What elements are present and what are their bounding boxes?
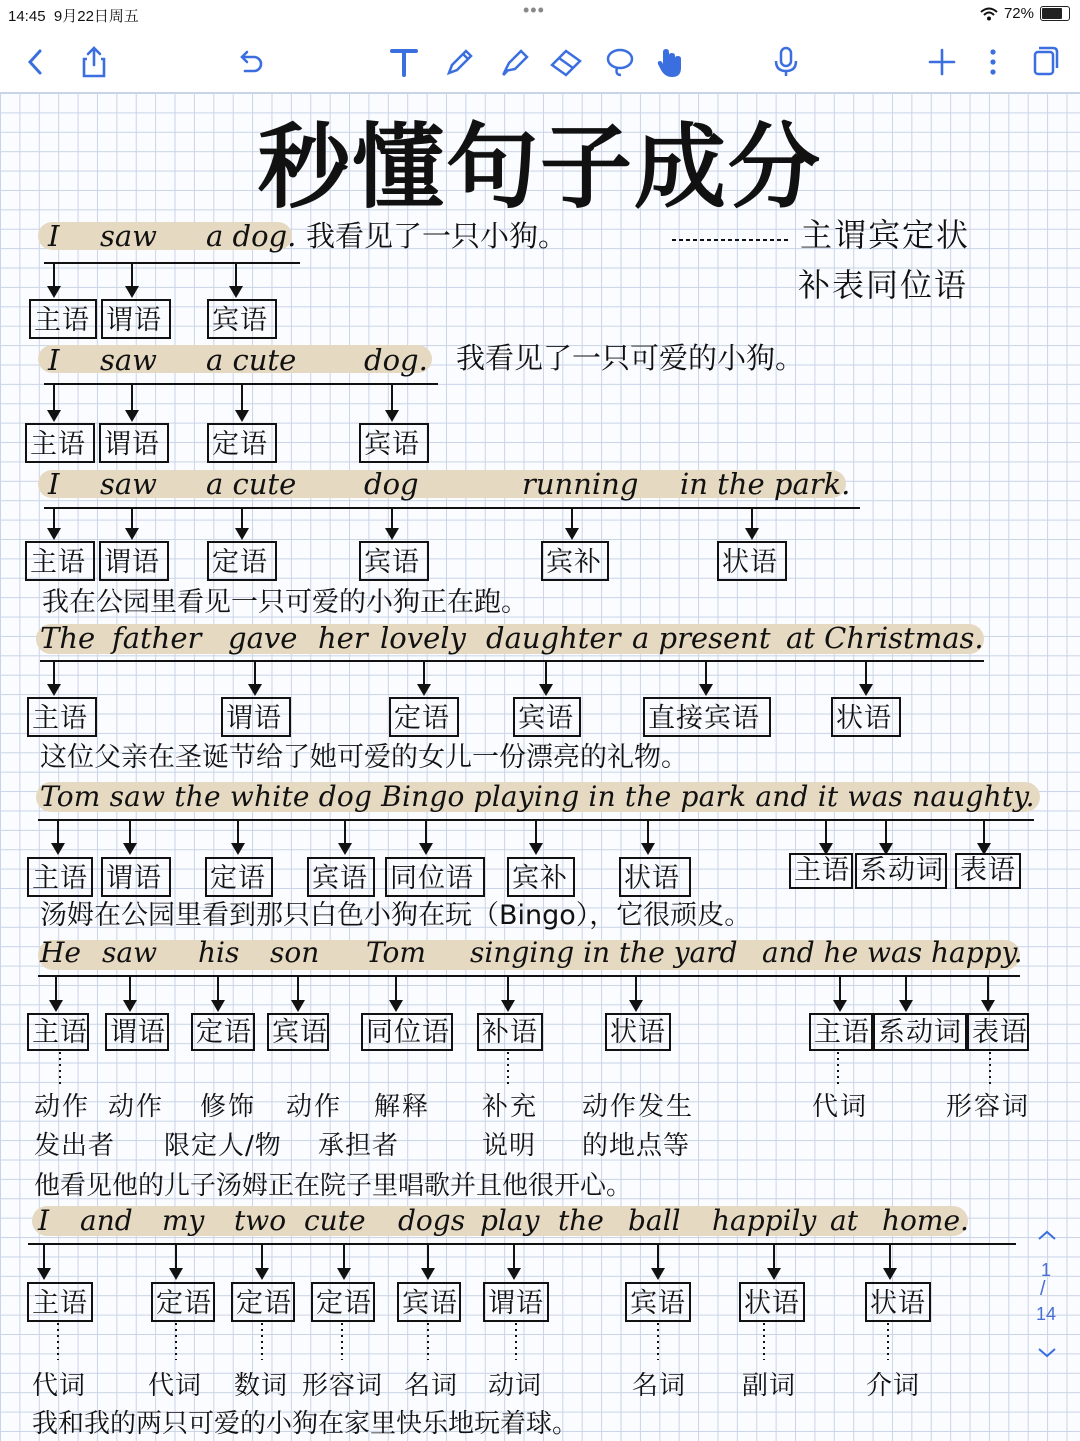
- note-text: 动作: [108, 1092, 165, 1122]
- arrow-head: [47, 286, 61, 298]
- english-word: The: [40, 621, 96, 655]
- arrow-head: [385, 528, 399, 540]
- english-word: a dog.: [206, 219, 297, 253]
- label-text: 谓语: [110, 1017, 166, 1048]
- arrow-head: [125, 410, 139, 422]
- label-text: 状语: [610, 1017, 666, 1048]
- arrow-head: [255, 1268, 269, 1280]
- arrow-head: [47, 410, 61, 422]
- english-word: cute: [304, 1204, 366, 1237]
- english-word: home.: [882, 1204, 969, 1237]
- note-text: 解释: [374, 1092, 431, 1122]
- label-text: 状语: [722, 547, 778, 578]
- label-text: 定语: [236, 1288, 292, 1319]
- english-word: at: [830, 1204, 858, 1237]
- arrow-head: [651, 1268, 665, 1280]
- label-text: 谓语: [488, 1288, 544, 1319]
- chevron-down-icon[interactable]: [1036, 1346, 1058, 1360]
- english-word: He: [40, 936, 81, 969]
- arrow-head: [419, 843, 433, 855]
- label-text: 直接宾语: [648, 703, 760, 734]
- label-text: 宾语: [518, 703, 574, 734]
- note-text: 限定人/物: [164, 1131, 282, 1161]
- label-text: 同位语: [366, 1017, 450, 1048]
- legend-line-1: 主谓宾定状: [800, 216, 971, 254]
- arrow-head: [37, 1268, 51, 1280]
- arrow-head: [337, 1268, 351, 1280]
- battery-percent: 72%: [1003, 5, 1034, 22]
- arrow-head: [47, 684, 61, 696]
- arrow-head: [231, 843, 245, 855]
- arrow-head: [507, 1268, 521, 1280]
- arrow-head: [291, 1000, 305, 1012]
- note-text: 修饰: [200, 1092, 257, 1122]
- label-text: 定语: [212, 547, 268, 578]
- english-word: dog.: [364, 343, 428, 377]
- english-word: and he was happy.: [762, 936, 1023, 969]
- chinese-translation: 汤姆在公园里看到那只白色小狗在玩（Bingo），它很顽皮。: [40, 900, 752, 931]
- english-word: I: [48, 219, 60, 253]
- arrow-head: [49, 1000, 63, 1012]
- note-text: 代词: [812, 1092, 869, 1122]
- note-text: 形容词: [302, 1371, 384, 1401]
- arrow-head: [565, 528, 579, 540]
- label-text: 宾补: [512, 863, 568, 894]
- arrow-head: [123, 1000, 137, 1012]
- english-word: happily: [712, 1204, 817, 1237]
- arrow-head: [211, 1000, 225, 1012]
- label-text: 状语: [870, 1288, 926, 1319]
- note-text: 发出者: [34, 1131, 116, 1161]
- arrow-head: [125, 286, 139, 298]
- note-text: 补充: [482, 1092, 539, 1122]
- english-word: dogs: [398, 1204, 466, 1237]
- english-word: singing in the yard: [470, 936, 738, 969]
- legend-line-2: 补表同位语: [798, 266, 969, 304]
- english-word: his: [198, 936, 240, 969]
- label-text: 谓语: [226, 703, 282, 734]
- label-text: 表语: [972, 1017, 1028, 1048]
- english-word: Tom: [366, 936, 426, 969]
- arrow-head: [417, 684, 431, 696]
- chevron-up-icon[interactable]: [1036, 1228, 1058, 1242]
- english-word: saw: [100, 467, 157, 501]
- arrow-head: [899, 1000, 913, 1012]
- english-word: father: [112, 621, 202, 655]
- label-text: 谓语: [104, 429, 160, 460]
- note-text: 形容词: [946, 1092, 1031, 1122]
- arrow-head: [338, 843, 352, 855]
- arrow-head: [235, 528, 249, 540]
- arrow-head: [767, 1268, 781, 1280]
- arrow-head: [125, 528, 139, 540]
- note-text: 动词: [488, 1371, 543, 1401]
- status-time: 14:45 9月22日周五: [8, 8, 139, 25]
- label-text: 主语: [32, 1017, 88, 1048]
- english-word: two: [234, 1204, 287, 1237]
- label-text: 定语: [156, 1288, 212, 1319]
- english-word: I: [48, 467, 60, 501]
- page-title: 秒懂句子成分: [257, 114, 822, 221]
- label-text: 谓语: [106, 305, 162, 336]
- label-text: 定语: [212, 429, 268, 460]
- arrow-head: [501, 1000, 515, 1012]
- arrow-head: [248, 684, 262, 696]
- english-word: ball: [628, 1204, 681, 1237]
- note-text: 介词: [866, 1371, 921, 1401]
- english-word: a cute: [206, 467, 297, 501]
- english-word: saw: [102, 936, 158, 969]
- label-text: 宾语: [630, 1288, 686, 1319]
- label-text: 主语: [32, 703, 88, 734]
- label-text: 宾补: [546, 547, 602, 578]
- label-text: 状语: [624, 863, 680, 894]
- chinese-translation: 我和我的两只可爱的小狗在家里快乐地玩着球。: [32, 1409, 579, 1439]
- note-text: 副词: [742, 1371, 797, 1401]
- label-text: 系动词: [878, 1017, 962, 1048]
- label-text: 宾语: [212, 305, 268, 336]
- chinese-translation: 这位父亲在圣诞节给了她可爱的女儿一份漂亮的礼物。: [40, 742, 688, 773]
- english-word: play: [480, 1204, 540, 1237]
- arrow-head: [385, 410, 399, 422]
- english-word: running: [522, 467, 639, 501]
- label-text: 主语: [30, 547, 86, 578]
- note-text: 动作发生: [582, 1092, 695, 1122]
- label-text: 主语: [794, 855, 850, 886]
- note-text: 说明: [482, 1131, 537, 1161]
- note-text: 的地点等: [582, 1131, 691, 1161]
- english-sentence: Tom saw the white dog Bingo playing in the park and it was naughty.: [40, 780, 1035, 813]
- arrow-head: [859, 684, 873, 696]
- label-text: 定语: [394, 703, 450, 734]
- english-word: and: [80, 1204, 133, 1237]
- english-word: saw: [100, 343, 157, 377]
- english-word: gave: [228, 621, 298, 655]
- arrow-head: [51, 843, 65, 855]
- english-word: at Christmas.: [786, 621, 984, 655]
- english-word: lovely: [380, 621, 466, 655]
- note-text: 代词: [32, 1371, 87, 1401]
- english-word: son: [270, 936, 320, 969]
- chinese-translation: 他看见他的儿子汤姆正在院子里唱歌并且他很开心。: [34, 1171, 633, 1201]
- chinese-translation: 我看见了一只小狗。: [306, 219, 568, 253]
- english-word: saw: [100, 219, 157, 253]
- arrow-head: [539, 684, 553, 696]
- note-text: 承担者: [318, 1131, 400, 1161]
- arrow-head: [169, 1268, 183, 1280]
- arrow-head: [833, 1000, 847, 1012]
- page-separator: /: [1040, 1278, 1046, 1300]
- label-text: 宾语: [364, 547, 420, 578]
- arrow-head: [235, 410, 249, 422]
- arrow-head: [699, 684, 713, 696]
- page-current: 1: [1041, 1260, 1052, 1280]
- label-text: 谓语: [104, 547, 160, 578]
- label-text: 补语: [482, 1017, 538, 1048]
- label-text: 宾语: [272, 1017, 328, 1048]
- page-indicator[interactable]: [1026, 1220, 1066, 1370]
- label-text: 主语: [32, 863, 88, 894]
- arrow-head: [47, 528, 61, 540]
- arrow-head: [529, 843, 543, 855]
- label-text: 定语: [210, 863, 266, 894]
- arrow-head: [229, 286, 243, 298]
- arrow-head: [883, 1268, 897, 1280]
- english-word: a present: [632, 621, 771, 655]
- arrow-head: [389, 1000, 403, 1012]
- arrow-head: [745, 528, 759, 540]
- label-text: 表语: [960, 855, 1016, 886]
- english-word: my: [162, 1204, 205, 1237]
- arrow-head: [641, 843, 655, 855]
- label-text: 状语: [836, 703, 892, 734]
- label-text: 定语: [316, 1288, 372, 1319]
- page-total: 14: [1036, 1304, 1057, 1324]
- english-word: I: [48, 343, 60, 377]
- label-text: 宾语: [402, 1288, 458, 1319]
- arrow-head: [123, 843, 137, 855]
- label-text: 谓语: [106, 863, 162, 894]
- note-text: 名词: [404, 1371, 459, 1401]
- english-word: dog: [364, 467, 419, 501]
- label-text: 系动词: [860, 855, 944, 886]
- english-word: in the park.: [680, 467, 851, 501]
- note-text: 数词: [234, 1371, 289, 1401]
- english-word: her: [318, 621, 368, 655]
- note-text: 名词: [632, 1371, 687, 1401]
- arrow-head: [981, 1000, 995, 1012]
- label-text: 同位语: [390, 863, 474, 894]
- english-word: the: [558, 1204, 604, 1237]
- note-text: 动作: [286, 1092, 343, 1122]
- english-word: a cute: [206, 343, 297, 377]
- label-text: 主语: [34, 305, 90, 336]
- note-text: 动作: [34, 1092, 91, 1122]
- label-text: 主语: [30, 429, 86, 460]
- label-text: 定语: [196, 1017, 252, 1048]
- label-text: 宾语: [312, 863, 368, 894]
- label-text: 主语: [814, 1017, 870, 1048]
- label-text: 主语: [32, 1288, 88, 1319]
- label-text: 宾语: [364, 429, 420, 460]
- chinese-translation: 我在公园里看见一只可爱的小狗正在跑。: [42, 587, 528, 618]
- label-text: 状语: [744, 1288, 800, 1319]
- arrow-head: [421, 1268, 435, 1280]
- english-word: daughter: [486, 621, 621, 655]
- chinese-translation: 我看见了一只可爱的小狗。: [456, 341, 805, 375]
- multitask-dots-icon[interactable]: •••: [523, 0, 545, 20]
- arrow-head: [629, 1000, 643, 1012]
- english-word: I: [38, 1204, 50, 1237]
- note-text: 代词: [148, 1371, 203, 1401]
